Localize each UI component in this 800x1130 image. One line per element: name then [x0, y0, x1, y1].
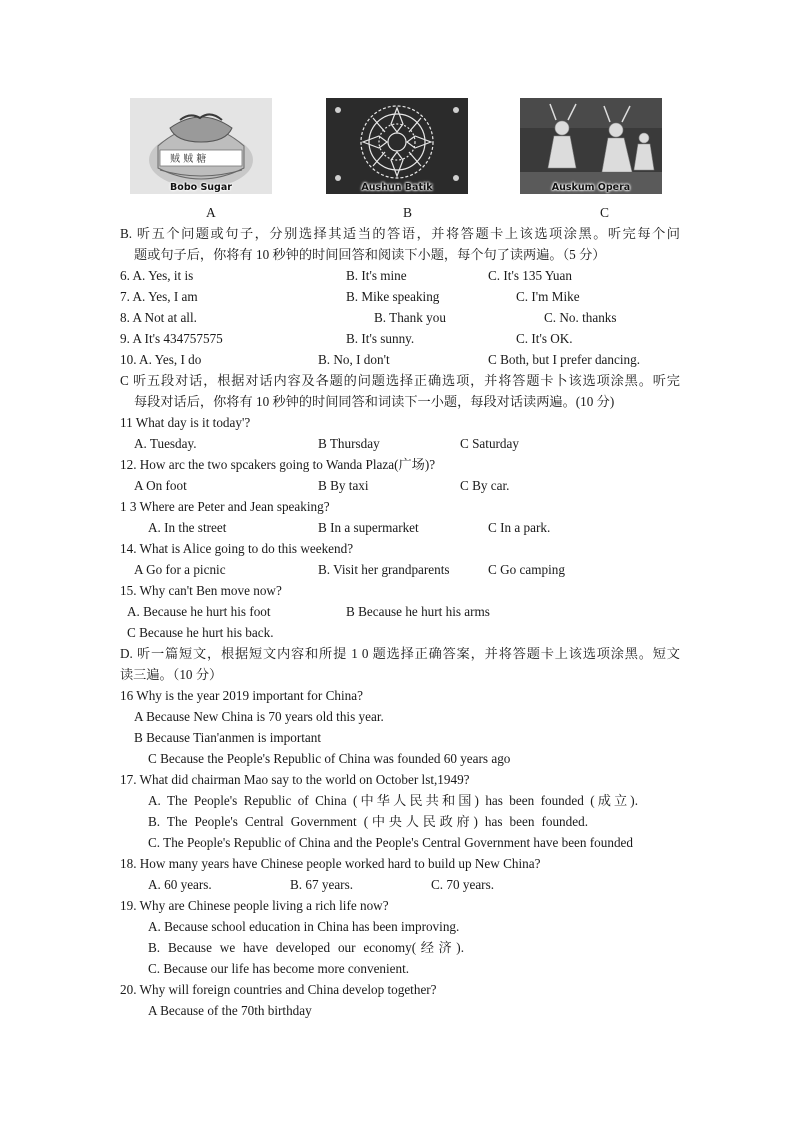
section-b-instructions-line2: 题或句子后，你将有 10 秒钟的时间回答和阅读下小题，每个句了读两遍。（5 分） — [134, 247, 606, 262]
q15-option-b: B Because he hurt his arms — [346, 604, 490, 619]
picture-caption: Aushun Batik — [361, 182, 433, 193]
q18-option-b: B. 67 years. — [290, 877, 353, 892]
q12-stem: 12. How arc the two spcakers going to Wanda Plaza(广场)? — [120, 457, 436, 472]
q18-stem: 18. How many years have Chinese people worked hard to build up New China? — [120, 856, 541, 871]
section-d-instructions-line2: 读三遍。（10 分） — [120, 667, 223, 682]
section-b-instructions-line1: B. 听五个问题或句子，分别选择其适当的答语，并将答题卡上该选项涂黑。听完每个问 — [120, 226, 680, 241]
q10-option-c: C Both, but I prefer dancing. — [488, 352, 640, 367]
q12-option-c: C By car. — [460, 478, 510, 493]
q17-stem: 17. What did chairman Mao say to the world on October lst,1949? — [120, 772, 470, 787]
q18-option-a: A. 60 years. — [148, 877, 212, 892]
q17-option-b: B. The People's Central Government (中央人民政府) has been founded. — [148, 814, 588, 829]
q16-option-a: A Because New China is 70 years old this year. — [134, 709, 384, 724]
q10-option-b: B. No, I don't — [318, 352, 390, 367]
q15-option-c: C Because he hurt his back. — [127, 625, 274, 640]
q19-stem: 19. Why are Chinese people living a rich life now? — [120, 898, 389, 913]
q11-option-a: A. Tuesday. — [134, 436, 197, 451]
opera-performers-image — [520, 98, 662, 194]
q14-stem: 14. What is Alice going to do this weekend? — [120, 541, 354, 556]
q19-option-c: C. Because our life has become more convenient. — [148, 961, 410, 976]
q11-stem: 11 What day is it today'? — [120, 415, 251, 430]
sugar-jar-image — [130, 98, 272, 194]
q9-option-b: B. It's sunny. — [346, 331, 415, 346]
q14-option-c: C Go camping — [488, 562, 565, 577]
q7-option-a: 7. A. Yes, I am — [120, 289, 198, 304]
section-c-instructions-line2: 每段对话后，你将有 10 秒钟的时间同答和词读下一小题，每段对话读两遍。(10 分) — [134, 394, 615, 409]
picture-aushun-batik — [326, 98, 468, 194]
section-d-instructions-line1: D. 听一篇短文，根据短文内容和所提 1 0 题选择正确答案，并将答题卡上该选项涂黑。短文 — [120, 646, 680, 661]
q9-option-c: C. It's OK. — [516, 331, 573, 346]
q20-stem: 20. Why will foreign countries and China develop together? — [120, 982, 437, 997]
q11-option-b: B Thursday — [318, 436, 380, 451]
q15-option-a: A. Because he hurt his foot — [127, 604, 271, 619]
q6-option-c: C. It's 135 Yuan — [488, 268, 572, 283]
q17-option-a: A. The People's Republic of China (中华人民共和国) has been founded (成立). — [148, 793, 638, 808]
q16-stem: 16 Why is the year 2019 important for China? — [120, 688, 363, 703]
q11-option-c: C Saturday — [460, 436, 519, 451]
q18-option-c: C. 70 years. — [431, 877, 494, 892]
q19-option-b: B. Because we have developed our economy(经济). — [148, 940, 464, 955]
picture-bobo-sugar — [130, 98, 272, 194]
q13-option-c: C In a park. — [488, 520, 551, 535]
q13-option-b: B In a supermarket — [318, 520, 419, 535]
q13-stem: 1 3 Where are Peter and Jean speaking? — [120, 499, 330, 514]
q6-option-a: 6. A. Yes, it is — [120, 268, 194, 283]
section-c-instructions-line1: C 听五段对话，根据对话内容及各题的问题选择正确选项，并将答题卡卜该选项涂黑。听完 — [120, 373, 680, 388]
picture-letter-a: A — [206, 205, 216, 220]
q15-stem: 15. Why can't Ben move now? — [120, 583, 282, 598]
q8-option-b: B. Thank you — [374, 310, 446, 325]
picture-letter-c: C — [600, 205, 610, 220]
picture-auskum-opera — [520, 98, 662, 194]
svg-text:贼 贼 糖: 贼 贼 糖 — [170, 154, 207, 165]
q19-option-a: A. Because school education in China has been improving. — [148, 919, 460, 934]
batik-pattern-image — [326, 98, 468, 194]
q12-option-b: B By taxi — [318, 478, 369, 493]
q8-option-c: C. No. thanks — [544, 310, 617, 325]
q17-option-c: C. The People's Republic of China and the People's Central Government have been founded — [148, 835, 634, 850]
q8-option-a: 8. A Not at all. — [120, 310, 197, 325]
q7-option-c: C. I'm Mike — [516, 289, 580, 304]
q12-option-a: A On foot — [134, 478, 187, 493]
picture-letter-b: B — [403, 205, 413, 220]
q13-option-a: A. In the street — [148, 520, 227, 535]
q14-option-b: B. Visit her grandparents — [318, 562, 450, 577]
picture-caption: Bobo Sugar — [170, 182, 232, 193]
q16-option-b: B Because Tian'anmen is important — [134, 730, 321, 745]
q9-option-a: 9. A It's 434757575 — [120, 331, 223, 346]
picture-caption: Auskum Opera — [551, 182, 631, 193]
q16-option-c: C Because the People's Republic of China was founded 60 years ago — [148, 751, 511, 766]
q20-option-a: A Because of the 70th birthday — [148, 1003, 312, 1018]
q7-option-b: B. Mike speaking — [346, 289, 440, 304]
q10-option-a: 10. A. Yes, I do — [120, 352, 202, 367]
q6-option-b: B. It's mine — [346, 268, 407, 283]
q14-option-a: A Go for a picnic — [134, 562, 226, 577]
